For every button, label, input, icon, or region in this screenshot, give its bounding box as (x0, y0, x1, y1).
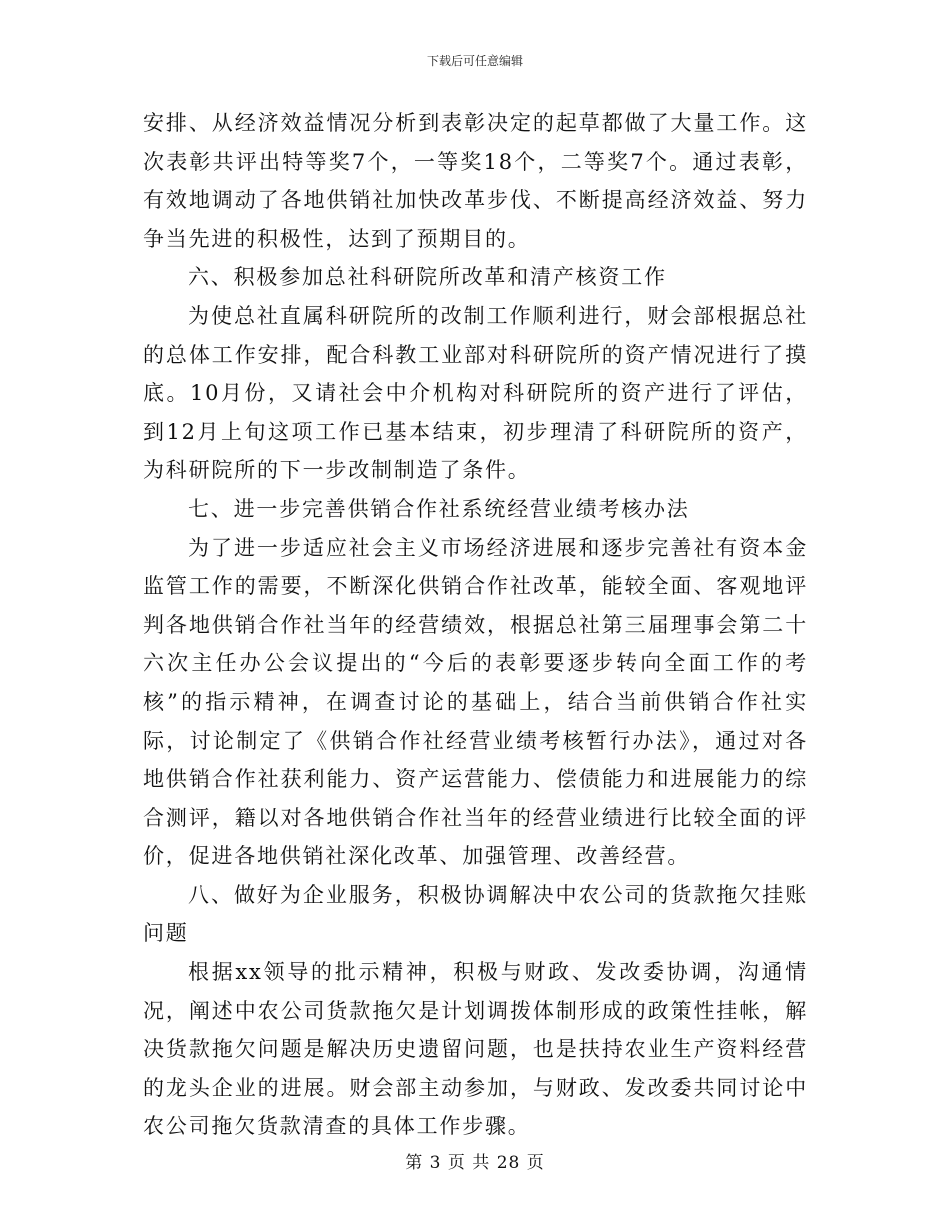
section-heading: 八、做好为企业服务，积极协调解决中农公司的货款拖欠挂账问题 (143, 882, 808, 946)
paragraph: 安排、从经济效益情况分析到表彰决定的起草都做了大量工作。这次表彰共评出特等奖7个，一等奖18个，二等奖7个。通过表彰，有效地调动了各地供销社加快改革步伐、不断提高经济效益、努力争当先进的积极性，达到了预期目的。 (143, 111, 808, 251)
paragraph: 为使总社直属科研院所的改制工作顺利进行，财会部根据总社的总体工作安排，配合科教工业部对科研院所的资产情况进行了摸底。10月份，又请社会中介机构对科研院所的资产进行了评估，到12月上旬这项工作已基本结束，初步理清了科研院所的资产，为科研院所的下一步改制制造了条件。 (143, 303, 808, 483)
section-heading: 七、进一步完善供销合作社系统经营业绩考核办法 (188, 496, 690, 521)
page-header: 下载后可任意编辑 (426, 54, 523, 68)
paragraph: 根据xx领导的批示精神，积极与财政、发改委协调，沟通情况，阐述中农公司货款拖欠是计划调拨体制形成的政策性挂帐，解决货款拖欠问题是解决历史遗留问题，也是扶持农业生产资料经营的龙头企业的进展。财会部主动参加，与财政、发改委共同讨论中农公司拖欠货款清查的具体工作步骤。 (143, 960, 808, 1139)
document-body (143, 104, 808, 1146)
paragraph: 为了进一步适应社会主义市场经济进展和逐步完善社有资本金监管工作的需要，不断深化供销合作社改革，能较全面、客观地评判各地供销合作社当年的经营绩效，根据总社第三届理事会第二十六次主任办公会议提出的“今后的表彰要逐步转向全面工作的考核”的指示精神，在调查讨论的基础上，结合当前供销合作社实际，讨论制定了《供销合作社经营业绩考核暂行办法》，通过对各地供销合作社获利能力、资产运营能力、偿债能力和进展能力的综合测评，籍以对各地供销合作社当年的经营业绩进行比较全面的评价，促进各地供销社深化改革、加强管理、改善经营。 (143, 535, 808, 869)
section-heading: 六、积极参加总社科研院所改革和清产核资工作 (188, 265, 667, 290)
page-footer: 第 3 页 共 28 页 (405, 1153, 545, 1173)
